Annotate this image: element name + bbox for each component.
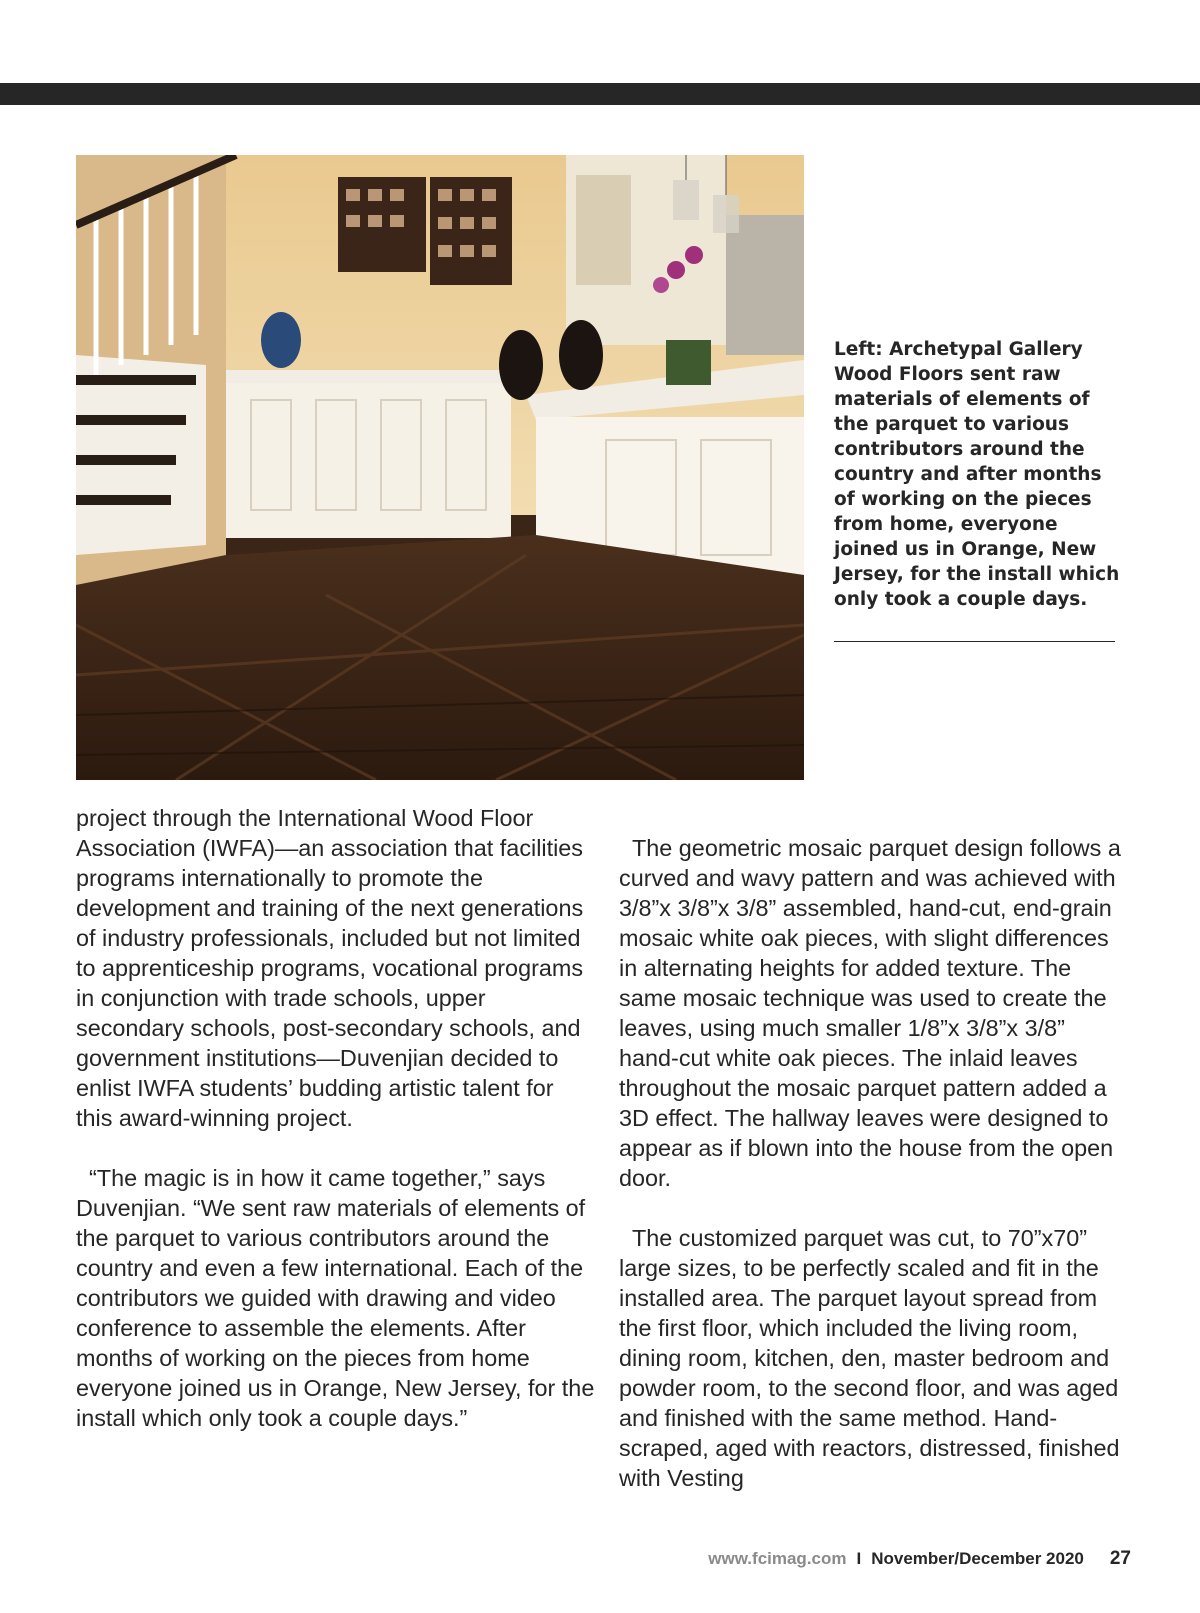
caption-divider [834,641,1115,642]
article-column-right [619,833,1129,1493]
photo-caption: Left: Archetypal Gallery Wood Floors sent raw materials of elements of the parquet to various contributors around the country and after months of working on the pieces from home, everyone joined us in Orange, New Jersey, for the install which only took a couple days. [834,339,1120,610]
footer-separator: I [856,1549,862,1568]
body-paragraph: The customized parquet was cut, to 70”x70” large sizes, to be perfectly scaled and fit in the installed area. The parquet layout spread from the first floor, which included the living room, dining room, kitchen, den, master bedroom and powder room, to the second floor, and was aged and finished with the same method. Hand-scraped, aged with reactors, distressed, finished with Vesting [619,1225,1120,1491]
page-footer [708,1547,1131,1571]
body-paragraph: project through the International Wood Floor Association (IWFA)—an association that facilities programs internationally to promote the development and training of the next generations of industry professionals, included but not limited to apprenticeship programs, vocational programs in conjunction with trade schools, upper secondary schools, post-secondary schools, and government institutions—Duvenjian decided to enlist IWFA students’ budding artistic talent for this award-winning project. [76,805,584,1131]
footer-issue-date: November/December 2020 [871,1549,1084,1568]
header-bar [0,83,1200,105]
body-paragraph: “The magic is in how it came together,” says Duvenjian. “We sent raw materials of elements of the parquet to various contributors around the country and even a few international. Each of the contributors we guided with drawing and video conference to assemble the elements. After months of working on the pieces from home everyone joined us in Orange, New Jersey, for the install which only took a couple days.” [76,1165,595,1431]
body-paragraph: The geometric mosaic parquet design follows a curved and wavy pattern and was achieved with 3/8”x 3/8”x 3/8” assembled, hand-cut, end-grain mosaic white oak pieces, with slight differences in alternating heights for added texture. The same mosaic technique was used to create the leaves, using much smaller 1/8”x 3/8”x 3/8” hand-cut white oak pieces. The inlaid leaves throughout the mosaic parquet pattern added a 3D effect. The hallway leaves were designed to appear as if blown into the house from the open door. [619,835,1121,1191]
footer-website: www.fcimag.com [708,1549,847,1568]
page-number: 27 [1109,1548,1131,1569]
kitchen-parquet-photo [76,155,804,780]
article-column-left [76,803,596,1433]
